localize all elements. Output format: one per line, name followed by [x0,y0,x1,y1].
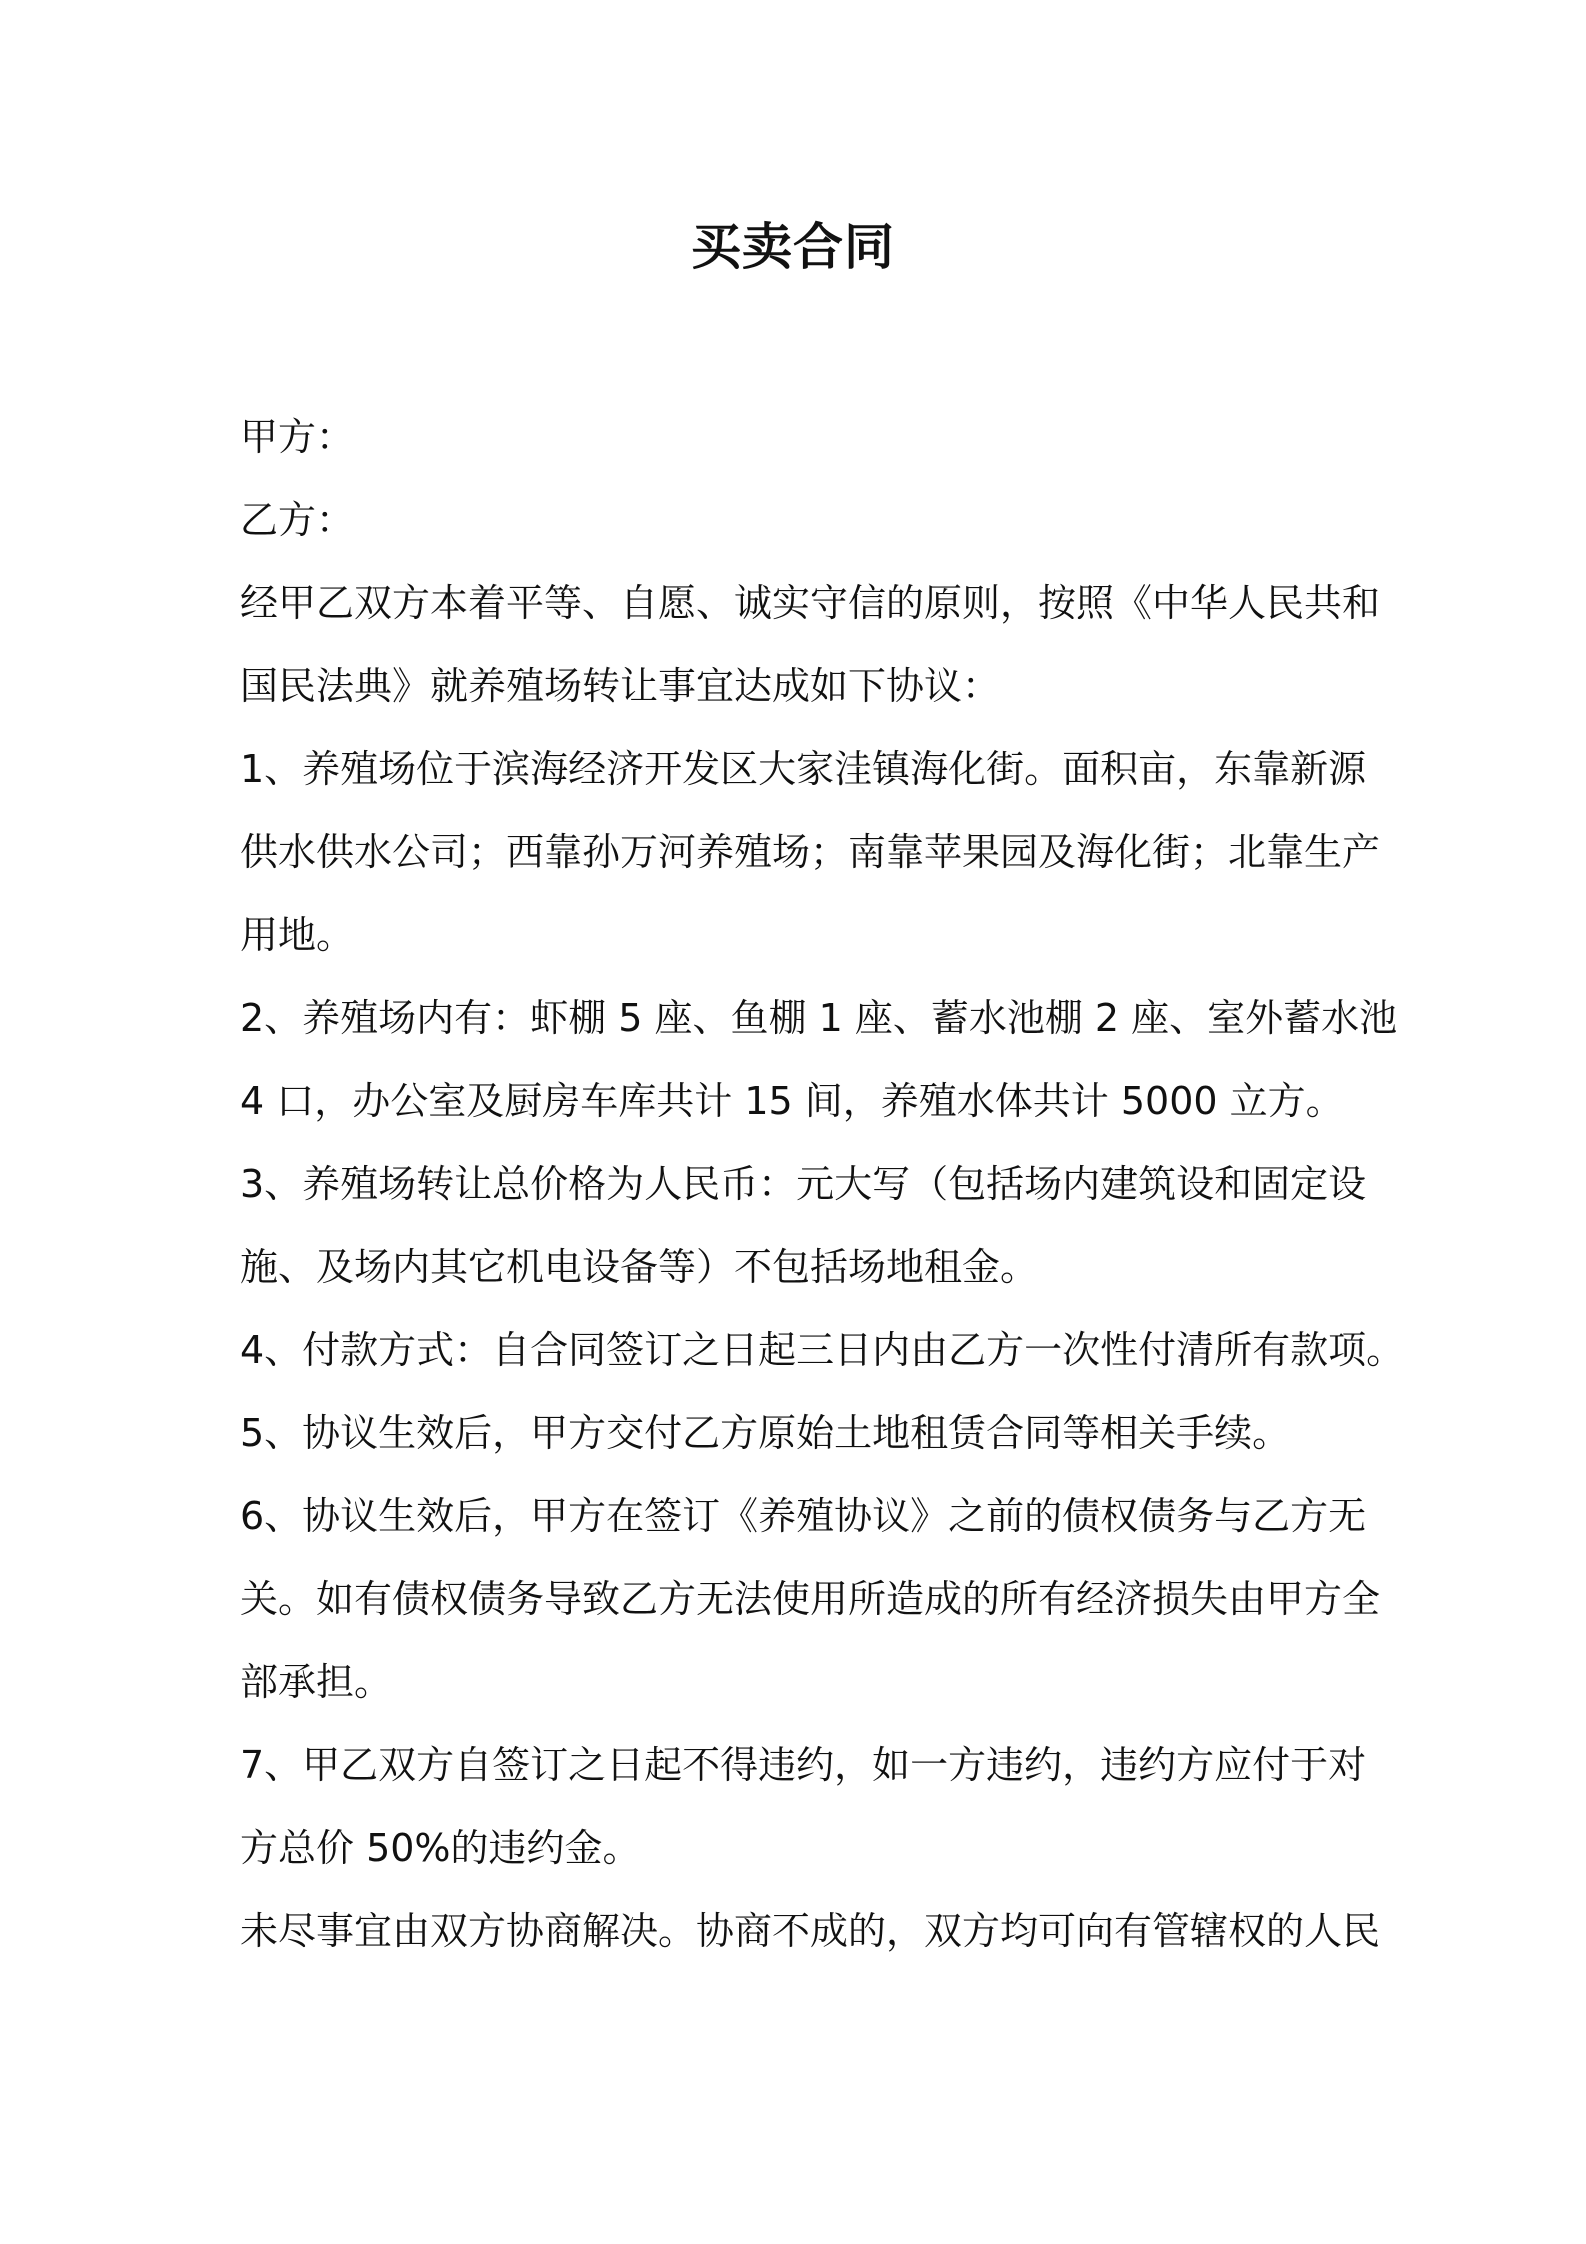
preamble-line-2: 国民法典》就养殖场转让事宜达成如下协议： [240,664,1001,708]
clause-2-line-2: 4 口，办公室及厨房车库共计 15 间，养殖水体共计 5000 立方。 [240,1079,1344,1123]
preamble-line-1: 经甲乙双方本着平等、自愿、诚实守信的原则，按照《中华人民共和 [240,581,1381,625]
clause-6-line-2: 关。如有债权债务导致乙方无法使用所造成的所有经济损失由甲方全 [240,1577,1381,1621]
clause-3-line-1: 3、养殖场转让总价格为人民币：元大写（包括场内建筑设和固定设 [240,1162,1367,1206]
document-body [240,396,1405,1973]
clause-1-line-3: 用地。 [240,913,355,957]
party-b-line: 乙方： [240,498,355,542]
document-title: 买卖合同 [691,218,895,276]
clause-6-line-3: 部承担。 [240,1660,393,1704]
clause-1-line-1: 1、养殖场位于滨海经济开发区大家洼镇海化街。面积亩，东靠新源 [240,747,1367,791]
clause-2-line-1: 2、养殖场内有：虾棚 5 座、鱼棚 1 座、蓄水池棚 2 座、室外蓄水池 [240,996,1398,1040]
clause-4-line-1: 4、付款方式：自合同签订之日起三日内由乙方一次性付清所有款项。 [240,1328,1405,1372]
closing-line-1: 未尽事宜由双方协商解决。协商不成的，双方均可向有管辖权的人民 [240,1909,1381,1953]
clause-3-line-2: 施、及场内其它机电设备等）不包括场地租金。 [240,1245,1039,1289]
clause-7-line-1: 7、甲乙双方自签订之日起不得违约，如一方违约，违约方应付于对 [240,1743,1367,1787]
clause-6-line-1: 6、协议生效后，甲方在签订《养殖协议》之前的债权债务与乙方无 [240,1494,1367,1538]
clause-1-line-2: 供水供水公司；西靠孙万河养殖场；南靠苹果园及海化街；北靠生产 [240,830,1381,874]
clause-5-line-1: 5、协议生效后，甲方交付乙方原始土地租赁合同等相关手续。 [240,1411,1291,1455]
clause-7-line-2: 方总价 50%的违约金。 [240,1826,641,1870]
party-a-line: 甲方： [240,415,355,459]
